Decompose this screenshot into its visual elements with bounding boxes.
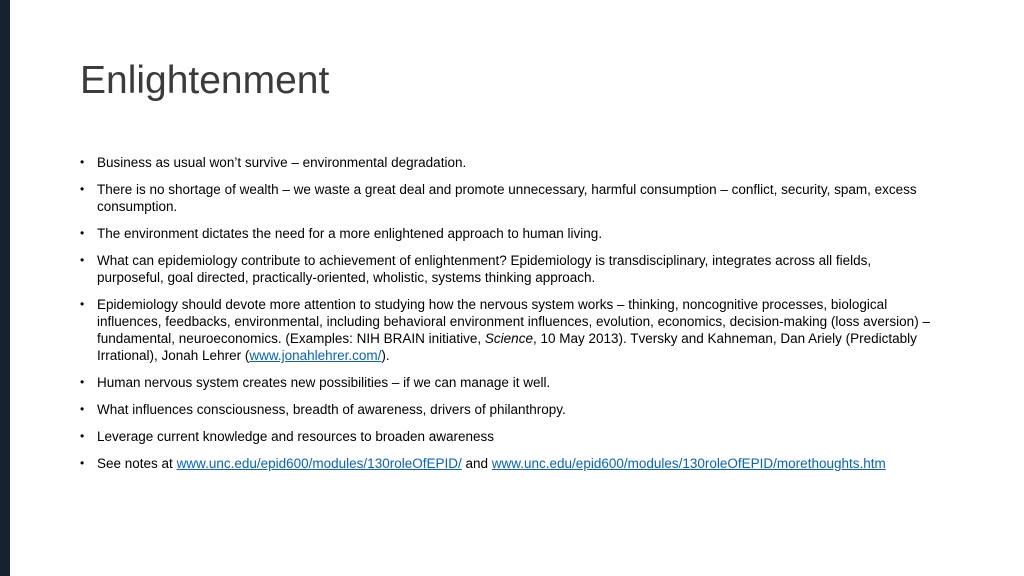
text-run: What influences consciousness, breadth of awareness, drivers of philanthropy. (97, 402, 566, 417)
hyperlink[interactable]: www.unc.edu/epid600/modules/130roleOfEPID/ (176, 456, 462, 471)
bullet-marker: • (80, 155, 85, 169)
bullet-text (97, 401, 938, 418)
bullet-item (80, 455, 938, 472)
bullet-item (80, 225, 938, 242)
text-run: There is no shortage of wealth – we waste a great deal and promote unnecessary, harmful consumption – conflict, security, spam, excess consumption. (97, 182, 917, 214)
bullet-marker: • (80, 402, 85, 416)
text-run: Epidemiology should devote more attention to studying how the nervous system works – thinking, noncognitive processes, biological influences, feedbacks, environmental, including behavioral environment influences, evolution, economics, decision-making (loss aversion) – fundamental, neuroeconomics. (Examples: NIH BRAIN initiative, (97, 297, 930, 346)
bullet-text (97, 374, 938, 391)
bullet-marker: • (80, 253, 85, 267)
text-run: , 10 May 2013). Tversky and Kahneman, Dan Ariely (Predictably Irrational), Jonah Lehrer ( (97, 331, 917, 363)
bullet-item (80, 252, 938, 286)
text-run: and (461, 456, 492, 471)
bullet-item (80, 401, 938, 418)
bullet-text (97, 154, 938, 171)
bullet-text (97, 181, 938, 215)
bullet-text (97, 252, 938, 286)
bullet-item (80, 428, 938, 445)
bullet-marker: • (80, 226, 85, 240)
text-run: What can epidemiology contribute to achievement of enlightenment? Epidemiology is transdisciplinary, integrates across all fields, purposeful, goal directed, practically-oriented, wholistic, systems thinking approach. (97, 253, 872, 285)
bullet-marker: • (80, 297, 85, 311)
text-run: See notes at (97, 456, 177, 471)
bullet-text (97, 296, 938, 364)
italic-text-run: Science (484, 331, 533, 346)
bullet-item (80, 154, 938, 171)
bullet-item (80, 296, 938, 364)
bullet-item (80, 181, 938, 215)
bullet-marker: • (80, 375, 85, 389)
bullet-item (80, 374, 938, 391)
hyperlink[interactable]: www.unc.edu/epid600/modules/130roleOfEPID/morethoughts.htm (491, 456, 886, 471)
bullet-list (80, 154, 938, 482)
bullet-marker: • (80, 182, 85, 196)
bullet-text (97, 225, 938, 242)
bullet-text (97, 455, 938, 472)
accent-bar (0, 0, 10, 576)
text-run: The environment dictates the need for a more enlightened approach to human living. (97, 226, 603, 241)
slide-title: Enlightenment (80, 59, 330, 102)
hyperlink[interactable]: www.jonahlehrer.com/ (249, 348, 382, 363)
text-run: Business as usual won’t survive – environmental degradation. (97, 155, 467, 170)
text-run: Leverage current knowledge and resources to broaden awareness (97, 429, 494, 444)
text-run: Human nervous system creates new possibilities – if we can manage it well. (97, 375, 551, 390)
bullet-text (97, 428, 938, 445)
bullet-marker: • (80, 429, 85, 443)
text-run: ). (381, 348, 390, 363)
bullet-marker: • (80, 456, 85, 470)
